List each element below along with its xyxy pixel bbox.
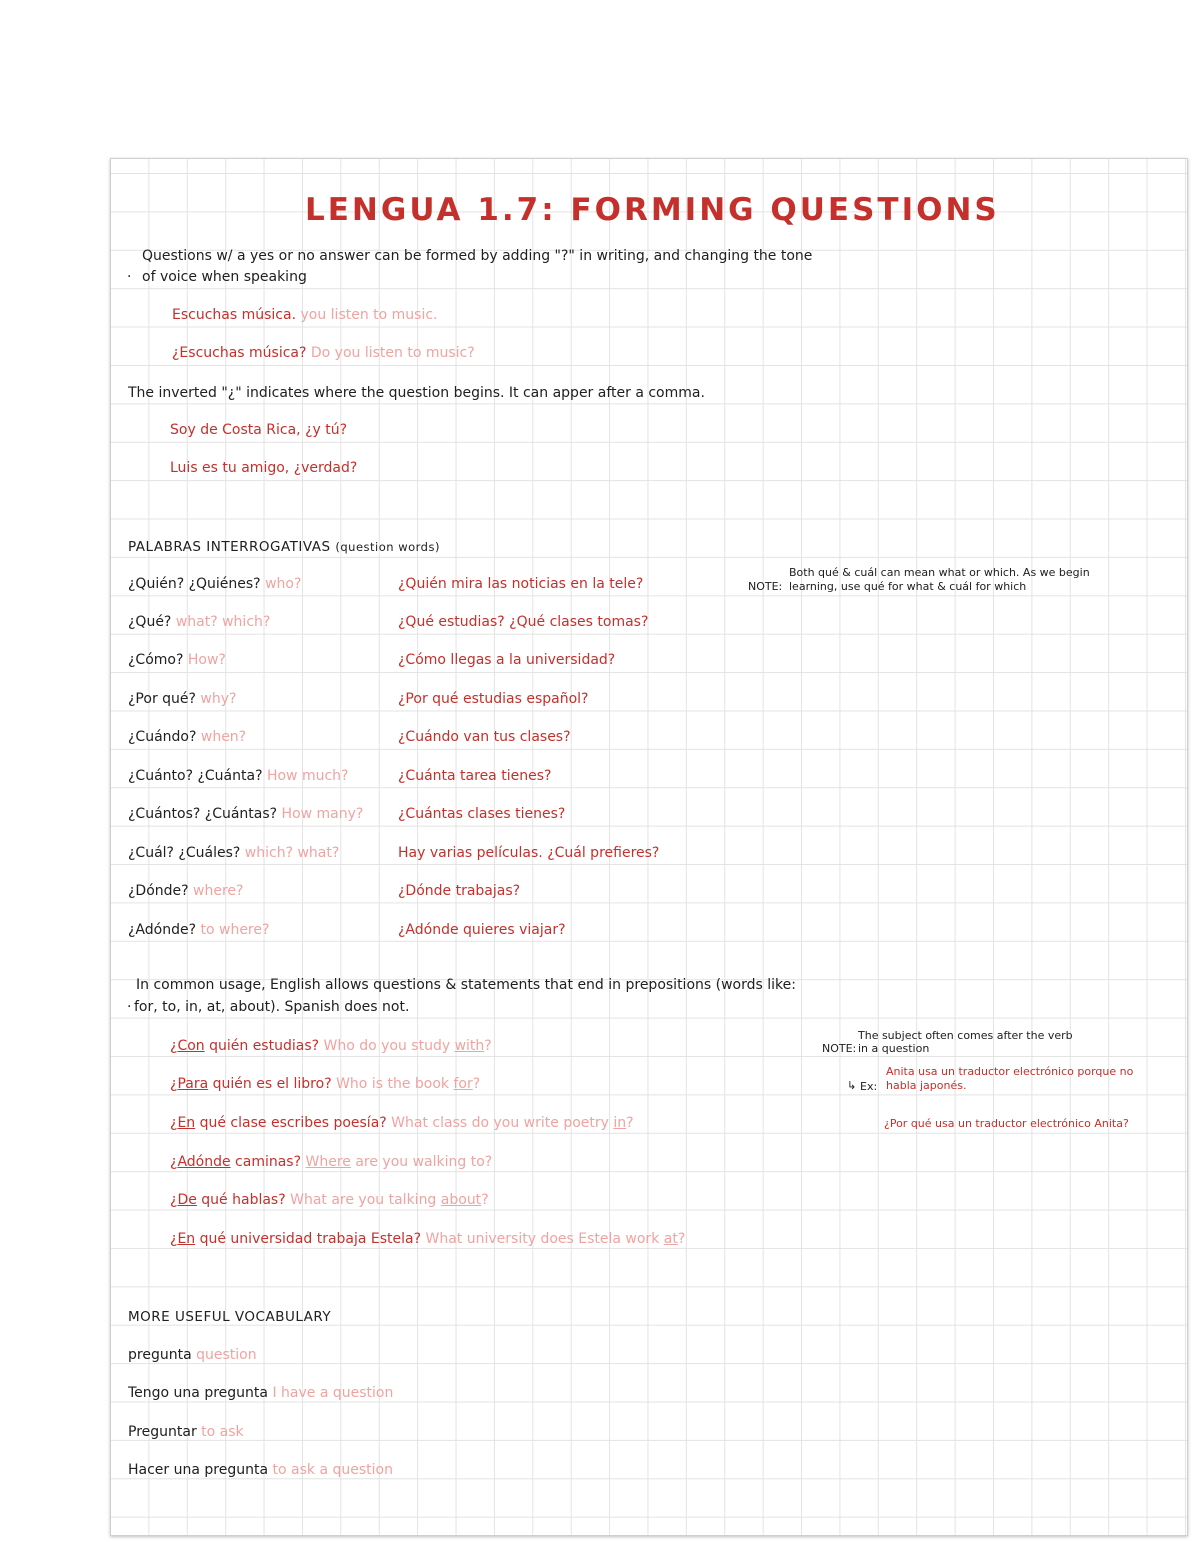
question-word-en: where? bbox=[193, 883, 244, 899]
note2-line-1: The subject often comes after the verb bbox=[858, 1029, 1073, 1042]
preposition-en: in bbox=[613, 1115, 627, 1131]
inverted-question-mark: ¿ bbox=[170, 1115, 178, 1131]
preposition-es: En bbox=[177, 1115, 196, 1131]
question-word-es: ¿Dónde? bbox=[128, 883, 189, 899]
example-question bbox=[172, 344, 475, 362]
question-word-example: ¿Cuántas clases tienes? bbox=[398, 806, 566, 822]
vocab-item bbox=[128, 1346, 257, 1364]
intro-line-2: of voice when speaking bbox=[142, 269, 307, 285]
example-en-end: are you walking to? bbox=[350, 1154, 493, 1170]
question-word-en: How many? bbox=[281, 806, 364, 822]
preposition-es: En bbox=[177, 1231, 196, 1247]
question-word bbox=[128, 921, 269, 939]
example-statement bbox=[172, 306, 438, 324]
bullet-dot: · bbox=[127, 269, 132, 285]
preposition-example bbox=[170, 1114, 634, 1132]
preposition-en: about bbox=[440, 1192, 482, 1208]
question-word-es: ¿Por qué? bbox=[128, 691, 196, 707]
question-word-es: ¿Cuántos? ¿Cuántas? bbox=[128, 806, 278, 822]
arrow-icon: ↳ bbox=[847, 1079, 857, 1092]
vocab-item bbox=[128, 1461, 393, 1479]
example-en-end: ? bbox=[481, 1192, 489, 1208]
preposition-en: at bbox=[663, 1231, 678, 1247]
question-word-example: ¿Qué estudias? ¿Qué clases tomas? bbox=[398, 614, 649, 630]
vocab-es: pregunta bbox=[128, 1347, 192, 1363]
vocab-en: to ask a question bbox=[272, 1462, 393, 1478]
example-en-end: ? bbox=[677, 1231, 686, 1247]
example-en-start: Who is the book bbox=[336, 1076, 454, 1092]
preposition-en: with bbox=[454, 1038, 485, 1054]
preposition-es: Con bbox=[177, 1038, 205, 1054]
example-es-rest: quién estudias? bbox=[204, 1038, 320, 1054]
question-word-example: ¿Cuánta tarea tienes? bbox=[398, 768, 552, 784]
question-word-en: who? bbox=[265, 576, 302, 592]
question-word bbox=[128, 882, 243, 900]
note2-line-2: in a question bbox=[858, 1042, 930, 1055]
bullet-dot: · bbox=[127, 999, 132, 1015]
note2-example-line-1: Anita usa un traductor electrónico porque no bbox=[886, 1065, 1134, 1078]
example-es-rest: quién es el libro? bbox=[208, 1076, 332, 1092]
example-statement-en: you listen to music. bbox=[300, 307, 438, 323]
vocab-es: Tengo una pregunta bbox=[128, 1385, 268, 1401]
question-word-example: ¿Quién mira las noticias en la tele? bbox=[398, 576, 644, 592]
preposition-example bbox=[170, 1037, 492, 1055]
question-word-example: ¿Cómo llegas a la universidad? bbox=[398, 652, 616, 668]
question-word-es: ¿Cuándo? bbox=[128, 729, 197, 745]
example-en-start: What are you talking bbox=[290, 1192, 441, 1208]
note2-label: NOTE: bbox=[822, 1042, 857, 1055]
preposition-example bbox=[170, 1075, 480, 1093]
note-label: NOTE: bbox=[748, 580, 783, 593]
note-line-2: learning, use qué for what & cuál for which bbox=[789, 580, 1027, 593]
question-word bbox=[128, 805, 363, 823]
note-line-1: Both qué & cuál can mean what or which. As we begin bbox=[789, 566, 1090, 579]
inverted-question-mark: ¿ bbox=[170, 1154, 178, 1170]
question-word-es: ¿Qué? bbox=[128, 614, 172, 630]
example-en-end: ? bbox=[626, 1115, 634, 1131]
question-word-es: ¿Cómo? bbox=[128, 652, 184, 668]
question-word-en: what? which? bbox=[175, 614, 271, 630]
preposition-example bbox=[170, 1230, 685, 1248]
example-question-en: Do you listen to music? bbox=[310, 345, 475, 361]
section-heading-vocabulary: MORE USEFUL VOCABULARY bbox=[128, 1309, 332, 1325]
question-word-es: ¿Cuánto? ¿Cuánta? bbox=[128, 768, 263, 784]
question-word-en: How? bbox=[187, 652, 226, 668]
question-word bbox=[128, 575, 301, 593]
preposition-en: Where bbox=[305, 1154, 351, 1170]
example-comma-1: Soy de Costa Rica, ¿y tú? bbox=[170, 422, 348, 438]
inverted-mark-note: The inverted "¿" indicates where the question begins. It can apper after a comma. bbox=[128, 385, 705, 401]
preposition-example bbox=[170, 1191, 489, 1209]
question-word bbox=[128, 844, 339, 862]
example-en-start: What class do you write poetry bbox=[391, 1115, 614, 1131]
preposition-en: for bbox=[453, 1076, 473, 1092]
question-word-es: ¿Adónde? bbox=[128, 922, 197, 938]
example-en-start: What university does Estela work bbox=[425, 1231, 664, 1247]
vocab-es: Hacer una pregunta bbox=[128, 1462, 269, 1478]
question-word-en: which? what? bbox=[244, 845, 340, 861]
example-es-rest: qué universidad trabaja Estela? bbox=[195, 1231, 422, 1247]
vocab-item bbox=[128, 1423, 244, 1441]
example-comma-2: Luis es tu amigo, ¿verdad? bbox=[170, 460, 358, 476]
inverted-question-mark: ¿ bbox=[170, 1038, 178, 1054]
question-word-en: why? bbox=[200, 691, 237, 707]
question-word-example: ¿Por qué estudias español? bbox=[398, 691, 589, 707]
note2-example-line-2: habla japonés. bbox=[886, 1079, 967, 1092]
preposition-es: Adónde bbox=[177, 1154, 231, 1170]
example-en-end: ? bbox=[484, 1038, 492, 1054]
question-word-example: ¿Dónde trabajas? bbox=[398, 883, 521, 899]
vocab-es: Preguntar bbox=[128, 1424, 197, 1440]
question-word-es: ¿Quién? ¿Quiénes? bbox=[128, 576, 261, 592]
question-word-en: when? bbox=[200, 729, 247, 745]
vocab-item bbox=[128, 1384, 393, 1402]
note2-example-label: Ex: bbox=[860, 1080, 878, 1093]
question-word bbox=[128, 613, 270, 631]
question-word-en: How much? bbox=[266, 768, 349, 784]
example-en-end: ? bbox=[472, 1076, 481, 1092]
preposition-example bbox=[170, 1153, 492, 1171]
page-title: LENGUA 1.7: FORMING QUESTIONS bbox=[305, 192, 1000, 228]
example-question-es: ¿Escuchas música? bbox=[172, 345, 307, 361]
example-es-rest: qué clase escribes poesía? bbox=[195, 1115, 387, 1131]
example-es-rest: qué hablas? bbox=[196, 1192, 286, 1208]
example-en-start: Who do you study bbox=[323, 1038, 455, 1054]
section-heading-text: PALABRAS INTERROGATIVAS bbox=[128, 539, 331, 555]
question-word-es: ¿Cuál? ¿Cuáles? bbox=[128, 845, 241, 861]
preposition-es: De bbox=[177, 1192, 197, 1208]
question-word-en: to where? bbox=[200, 922, 270, 938]
inverted-question-mark: ¿ bbox=[170, 1231, 178, 1247]
section-heading-sub: (question words) bbox=[335, 540, 440, 554]
preposition-note-line-1: In common usage, English allows questions & statements that end in prepositions (words like: bbox=[136, 977, 796, 993]
question-word bbox=[128, 728, 246, 746]
inverted-question-mark: ¿ bbox=[170, 1076, 178, 1092]
example-statement-es: Escuchas música. bbox=[172, 307, 297, 323]
section-heading-question-words bbox=[128, 538, 440, 556]
example-es-rest: caminas? bbox=[230, 1154, 302, 1170]
preposition-es: Para bbox=[177, 1076, 209, 1092]
inverted-question-mark: ¿ bbox=[170, 1192, 178, 1208]
vocab-en: question bbox=[196, 1347, 257, 1363]
note2-example-question: ¿Por qué usa un traductor electrónico Anita? bbox=[884, 1117, 1129, 1130]
question-word-example: Hay varias películas. ¿Cuál prefieres? bbox=[398, 845, 660, 861]
question-word-example: ¿Adónde quieres viajar? bbox=[398, 922, 566, 938]
question-word bbox=[128, 651, 226, 669]
question-word bbox=[128, 767, 348, 785]
vocab-en: I have a question bbox=[272, 1385, 394, 1401]
intro-line-1: Questions w/ a yes or no answer can be formed by adding "?" in writing, and changing the tone bbox=[142, 248, 813, 264]
vocab-en: to ask bbox=[201, 1424, 244, 1440]
question-word bbox=[128, 690, 236, 708]
question-word-example: ¿Cuándo van tus clases? bbox=[398, 729, 571, 745]
preposition-note-line-2: for, to, in, at, about). Spanish does not. bbox=[134, 999, 410, 1015]
